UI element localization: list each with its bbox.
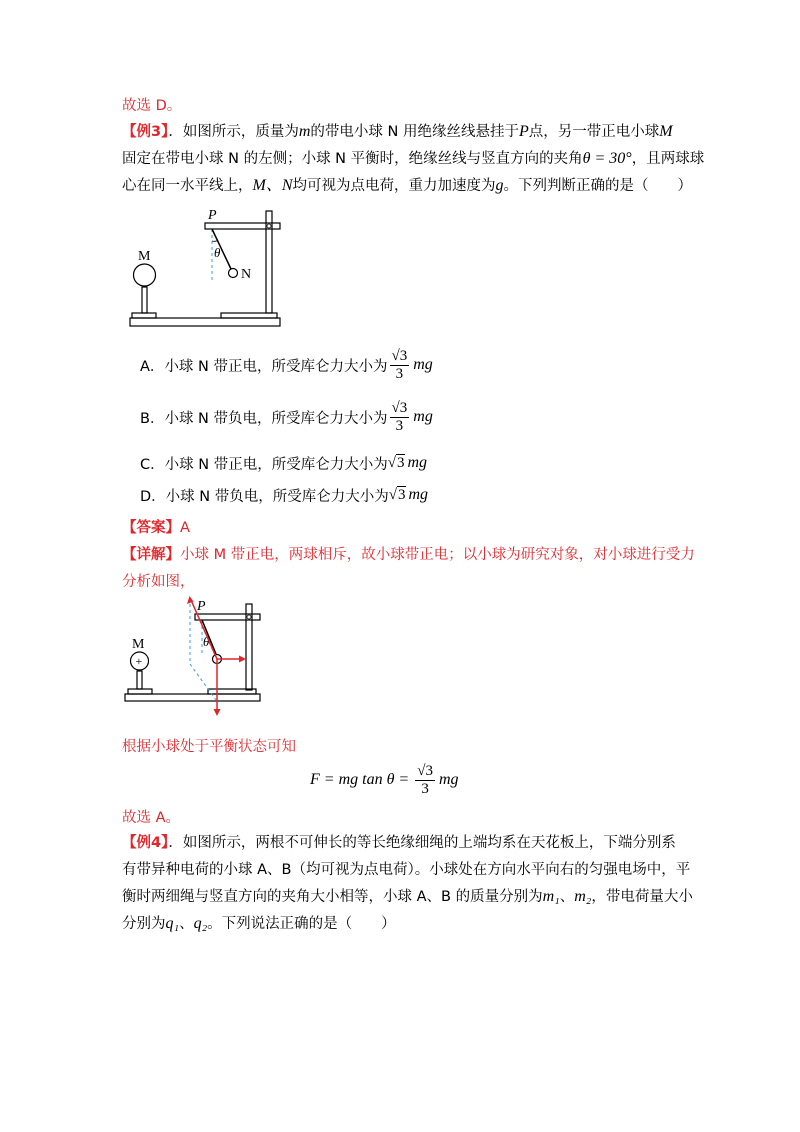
label-P: P [197,599,206,614]
force-formula: F = mg tan θ = $\frac{√3}{3}$ mg [310,762,459,797]
answer-line: 【答案】A [122,520,190,536]
option-D[interactable]: D． 小球 N 带负电，所受库仑力大小为 √3 mg [140,486,429,505]
previous-answer: 故选 D。 [122,98,182,114]
ball-M [134,264,156,286]
example3-line3: 心在同一水平线上，M、N均可视为点电荷，重力加速度为g。下列判断正确的是（ ） [122,177,693,194]
example3-line2: 固定在带电小球 N 的左侧；小球 N 平衡时，绝缘丝线与竖直方向的夹角θ = 30°，且两球球 [122,150,705,167]
plus-sign: + [135,654,143,668]
detail-line1: 【详解】小球 M 带正电，两球相斥，故小球带正电；以小球为研究对象，对小球进行受力 [122,547,695,563]
example4-line1: 【例4】．如图所示，两根不可伸长的等长绝缘细绳的上端均系在天花板上，下端分别系 [122,835,676,851]
option-A[interactable]: A． 小球 N 带正电，所受库仑力大小为 $\frac{√3}{3}$ mg [140,347,433,382]
example4-line4: 分别为q₁、q₂。下列说法正确的是（ ） [122,915,396,932]
example3-line1: 【例3】．如图所示，质量为m的带电小球 N 用绝缘丝线悬挂于P点，另一带正电小球M [122,123,673,140]
angle-expression: θ = 30° [582,150,632,167]
label-P: P [208,208,217,223]
force-analysis-figure [120,592,270,720]
option-B[interactable]: B． 小球 N 带负电，所受库仑力大小为 $\frac{√3}{3}$ mg [140,399,433,434]
option-C[interactable]: C． 小球 N 带正电，所受库仑力大小为 √3 mg [140,454,427,473]
base-board [130,318,280,326]
ball-N [229,269,238,278]
detail-line2: 分析如图， [122,574,195,590]
example4-line2: 有带异种电荷的小球 A、B（均可视为点电荷）。小球处在方向水平向右的匀强电场中，平 [122,862,691,878]
example3-tag: 【例3】 [122,124,169,140]
label-M: M [138,249,151,264]
label-theta: θ [214,245,221,260]
example4-tag: 【例4】 [122,835,169,851]
equilibrium-text: 根据小球处于平衡状态可知 [122,739,296,755]
conclusion: 故选 A。 [122,810,181,826]
label-N: N [241,267,252,282]
example4-line3: 衡时两细绳与竖直方向的夹角大小相等，小球 A、B 的质量分别为m₁、m₂，带电荷量大小 [122,888,693,905]
label-theta: θ [203,634,210,649]
label-M: M [132,637,145,652]
pendulum-figure-1 [125,205,295,333]
